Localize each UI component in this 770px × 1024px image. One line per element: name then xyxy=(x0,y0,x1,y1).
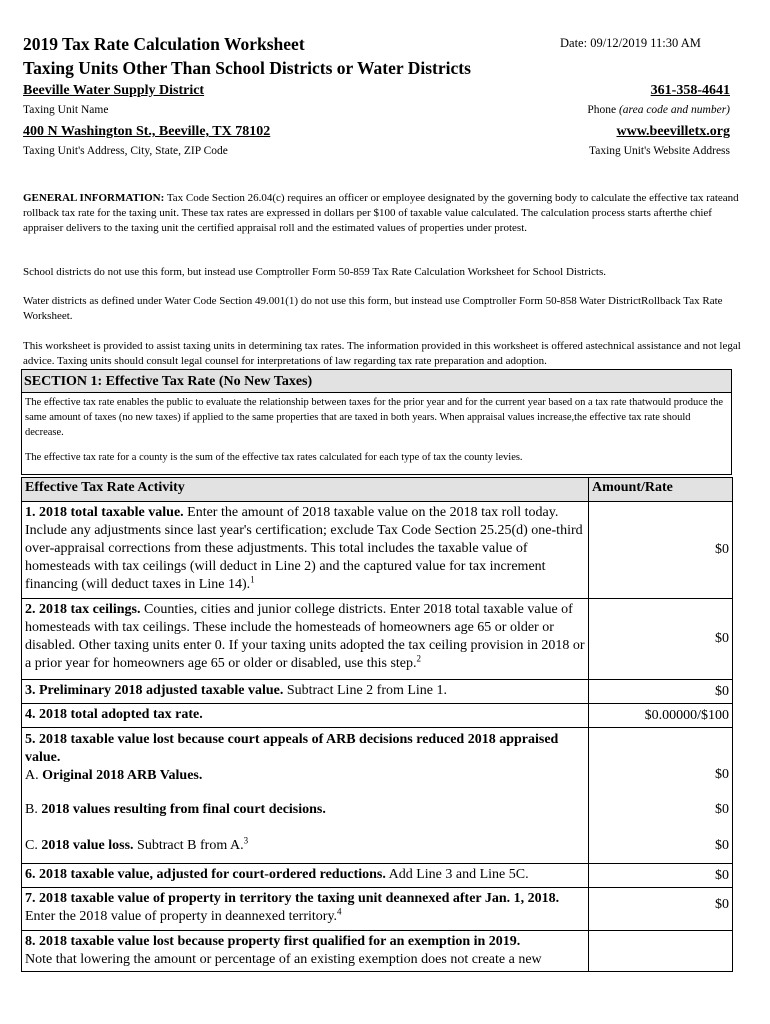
taxing-unit-name: Beeville Water Supply District xyxy=(23,83,205,98)
line-5c-label: C. 2018 value loss. Subtract B from A.$^3$ xyxy=(25,835,249,853)
table-row xyxy=(22,888,733,931)
phone-number: 361-358-4641 xyxy=(650,83,730,98)
line-5a-label: A. Original 2018 ARB Values. xyxy=(25,768,203,783)
line-5b-label: B. 2018 values resulting from final court decisions. xyxy=(25,802,326,817)
school-districts-note: School districts do not use this form, but instead use Comptroller Form 50-859 Tax Rate Calculation Worksheet for School Districts. xyxy=(23,266,607,278)
line-8-description: 8. 2018 taxable value lost because property first qualified for an exemption in 2019. Note that lowering the amount or percentage of an existing exemption does not create a new xyxy=(22,931,589,972)
line-8-amount xyxy=(589,931,733,972)
taxing-unit-address-label: Taxing Unit's Address, City, State, ZIP Code xyxy=(23,145,228,157)
table-row xyxy=(22,502,733,599)
disclaimer-paragraph: This worksheet is provided to assist taxing units in determining tax rates. The information provided in this worksheet is offered astechnical assistance and not legal advice. Taxing units should consult legal counsel for interpretations of law regarding tax rate preparation and adoption. xyxy=(23,340,741,367)
table-row xyxy=(22,931,733,972)
worksheet-subtitle: Taxing Units Other Than School Districts or Water Districts xyxy=(23,58,471,78)
line-2-description: 2. 2018 tax ceilings. Counties, cities and junior college districts. Enter 2018 total taxable value of homesteads with tax ceilings. These include the homesteads of homeowners age 65 or older or disabled. Other taxing units enter 0. If your taxing units adopted the tax ceiling provision in 2018 or a prior year for homeowners age 65 or older or disabled, use this step.$^2$ xyxy=(22,599,589,680)
table-row xyxy=(22,728,733,864)
line-5b-amount: $0 xyxy=(715,802,729,817)
column-header-activity: Effective Tax Rate Activity xyxy=(22,478,589,502)
section-1-heading: SECTION 1: Effective Tax Rate (No New Taxes) xyxy=(21,369,732,393)
line-6-description: 6. 2018 taxable value, adjusted for court-ordered reductions. Add Line 3 and Line 5C. xyxy=(22,864,589,888)
taxing-unit-name-label: Taxing Unit Name xyxy=(23,104,109,116)
website-link[interactable]: www.beevilletx.org xyxy=(616,124,730,139)
line-3-amount: $0 xyxy=(589,680,733,704)
line-7-amount: $0 xyxy=(589,888,733,931)
general-info-paragraph: GENERAL INFORMATION: Tax Code Section 26.04(c) requires an officer or employee designated by the governing body to calculate the effective tax rateand rollback tax rate for the taxing unit. These tax rates are expressed in dollars per $100 of taxable value calculated. The calculation process starts afterthe chief appraiser delivers to the taxing unit the certified appraisal roll and the estimated values of properties under protest. xyxy=(23,192,739,234)
line-4-description: 4. 2018 total adopted tax rate. xyxy=(22,704,589,728)
line-2-amount: $0 xyxy=(589,599,733,680)
phone-label: Phone (area code and number) xyxy=(587,104,730,116)
line-3-description: 3. Preliminary 2018 adjusted taxable value. Subtract Line 2 from Line 1. xyxy=(22,680,589,704)
section-1-county-note: The effective tax rate for a county is the sum of the effective tax rates calculated for each type of tax the county levies. xyxy=(25,452,523,463)
table-row xyxy=(22,599,733,680)
column-header-amount: Amount/Rate xyxy=(589,478,733,502)
table-row xyxy=(22,864,733,888)
taxing-unit-address: 400 N Washington St., Beeville, TX 78102 xyxy=(23,124,271,139)
table-header-row xyxy=(22,478,733,502)
line-6-amount: $0 xyxy=(589,864,733,888)
table-row xyxy=(22,704,733,728)
section-1-paragraph: The effective tax rate enables the public to evaluate the relationship between taxes for the prior year and for the current year based on a tax rate thatwould produce the same amount of taxes (no new taxes) if applied to the same properties that are taxed in both years. When appraisal values increase,the effective tax rate should decrease. xyxy=(25,397,724,438)
water-districts-note: Water districts as defined under Water Code Section 49.001(1) do not use this form, but instead use Comptroller Form 50-858 Water DistrictRollback Tax Rate Worksheet. xyxy=(23,295,723,322)
section-1-description xyxy=(21,393,732,475)
worksheet-title: 2019 Tax Rate Calculation Worksheet xyxy=(23,34,305,54)
line-1-amount: $0 xyxy=(589,502,733,599)
line-4-amount: $0.00000/$100 xyxy=(589,704,733,728)
table-row xyxy=(22,680,733,704)
line-5a-amount: $0 xyxy=(715,767,729,782)
worksheet-date: Date: 09/12/2019 11:30 AM xyxy=(560,36,701,50)
line-5-description: 5. 2018 taxable value lost because court appeals of ARB decisions reduced 2018 appraised value. A. Original 2018 ARB Values. B. 2018 values resulting from final court decisions. C. 2018 value loss. Subtract B from A.$^3$ xyxy=(22,728,589,864)
website-label: Taxing Unit's Website Address xyxy=(589,145,730,157)
line-5c-amount: $0 xyxy=(715,838,729,853)
line-1-description: 1. 2018 total taxable value. Enter the amount of 2018 taxable value on the 2018 tax roll today. Include any adjustments since last year's certification; exclude Tax Code Section 25.25(d) one-third over-appraisal corrections from these adjustments. This total includes the taxable value of homesteads with tax ceilings (will deduct in Line 2) and the captured value for tax increment financing (will deduct taxes in Line 14).$^1$ xyxy=(22,502,589,599)
effective-tax-rate-table xyxy=(21,477,733,972)
line-7-description: 7. 2018 taxable value of property in territory the taxing unit deannexed after Jan. 1, 2018. Enter the 2018 value of property in deannexed territory.$^4$ xyxy=(22,888,589,931)
line-5-amounts xyxy=(589,728,733,864)
